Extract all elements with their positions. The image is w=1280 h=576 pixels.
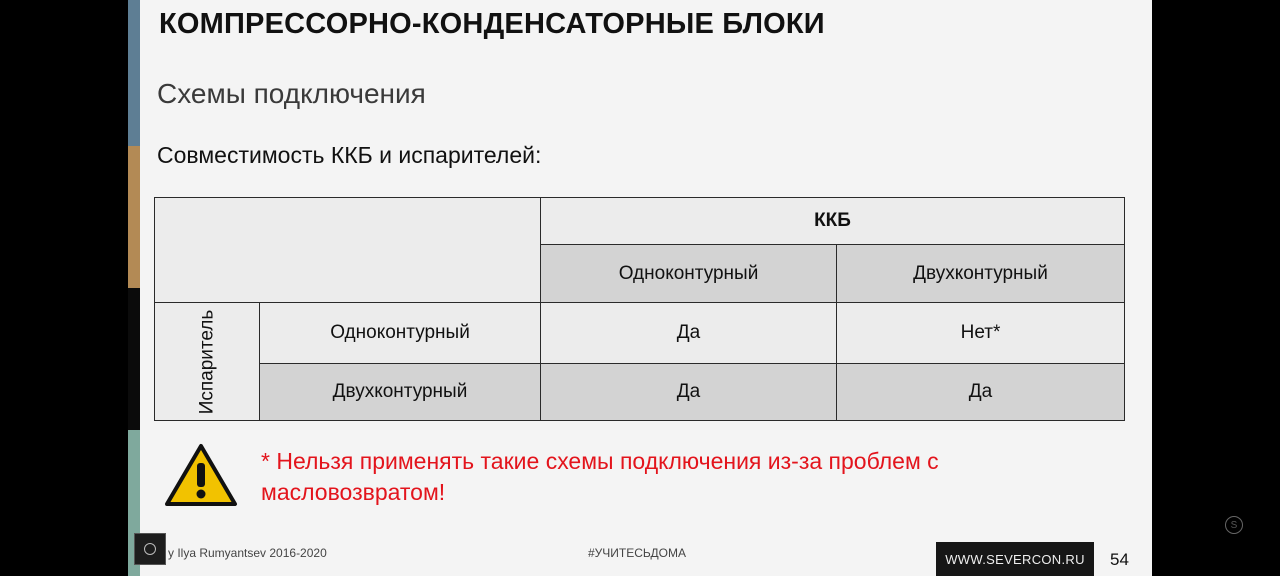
table-corner-cell xyxy=(154,197,541,303)
logo-mark-icon xyxy=(143,542,157,556)
warning-triangle-icon xyxy=(164,443,238,507)
table-column-header-dual: Двухконтурный xyxy=(836,244,1125,303)
warning-text: * Нельзя применять такие схемы подключения из-за проблем с масловозвратом! xyxy=(261,448,939,505)
footer-hashtag: #УЧИТЕСЬДОМА xyxy=(588,546,686,560)
table-header-kkb: ККБ xyxy=(540,197,1125,245)
presentation-slide xyxy=(128,0,1152,576)
table-cell-r2-c1: Да xyxy=(540,363,837,421)
table-column-header-single: Одноконтурный xyxy=(540,244,837,303)
severcon-watermark-logo xyxy=(1208,516,1260,550)
compatibility-table xyxy=(154,197,1125,421)
section-heading: Совместимость ККБ и испарителей: xyxy=(157,142,542,168)
table-cell-r1-c1: Да xyxy=(540,302,837,364)
severcon-logo-icon: S xyxy=(1225,516,1243,534)
table-row-label-single: Одноконтурный xyxy=(259,302,541,364)
table-cell-r2-c2: Да xyxy=(836,363,1125,421)
accent-stripe-black xyxy=(128,288,140,430)
slide-subtitle: Схемы подключения xyxy=(157,78,426,109)
footer-author: y Ilya Rumyantsev 2016-2020 xyxy=(168,546,327,560)
row-group-label-text: Испаритель xyxy=(196,309,218,414)
slide-title: КОМПРЕССОРНО-КОНДЕНСАТОРНЫЕ БЛОКИ xyxy=(159,8,825,40)
table-row-label-dual: Двухконтурный xyxy=(259,363,541,421)
table-cell-r1-c2: Нет* xyxy=(836,302,1125,364)
accent-stripe-gold xyxy=(128,146,140,288)
footer-website[interactable]: WWW.SEVERCON.RU xyxy=(936,542,1094,576)
table-row-group-label xyxy=(154,302,260,421)
page-number: 54 xyxy=(1110,550,1129,569)
accent-stripe-blue xyxy=(128,0,140,146)
severcon-logo-small xyxy=(134,533,166,565)
